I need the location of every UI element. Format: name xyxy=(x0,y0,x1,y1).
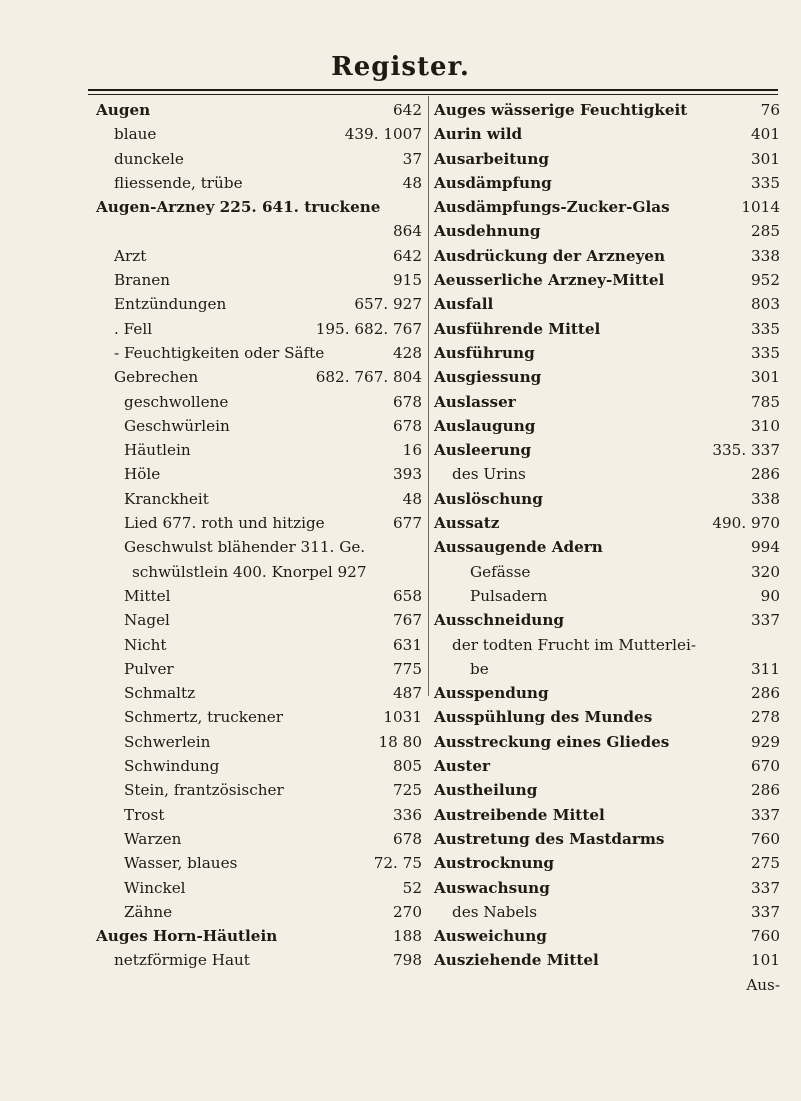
entry-term: Augen xyxy=(96,101,151,119)
entry-term: - Feuchtigkeiten oder Säfte xyxy=(114,343,325,362)
entry-term: Austheilung xyxy=(434,781,538,800)
index-entry xyxy=(434,827,780,851)
entry-term: Auslöschung xyxy=(434,489,543,508)
entry-term: Wasser, blaues xyxy=(124,854,238,873)
entry-term: netzförmige Haut xyxy=(114,951,250,970)
entry-pages: 760 xyxy=(751,829,780,848)
entry-pages: 301 xyxy=(751,149,780,168)
index-entry xyxy=(96,390,422,414)
index-entry xyxy=(96,608,422,632)
entry-term: blaue xyxy=(114,125,157,144)
header-rule xyxy=(88,89,778,91)
entry-pages: 310 xyxy=(751,416,780,435)
index-entry xyxy=(434,633,780,657)
entry-pages: 195. 682. 767 xyxy=(315,319,422,338)
index-entry xyxy=(434,851,780,875)
entry-pages: 393 xyxy=(393,465,422,484)
entry-pages: 682. 767. 804 xyxy=(315,368,422,387)
entry-term: Aussaugende Adern xyxy=(434,538,603,557)
index-entry xyxy=(96,98,422,122)
right-column xyxy=(434,98,780,997)
entry-pages: 335. 337 xyxy=(712,441,780,460)
index-entry xyxy=(434,122,780,146)
entry-pages: 286 xyxy=(751,684,780,703)
entry-term: Auswachsung xyxy=(434,878,550,897)
entry-pages: 439. 1007 xyxy=(344,125,422,144)
entry-pages: 337 xyxy=(751,611,780,630)
entry-pages: 658 xyxy=(393,586,422,605)
entry-pages: 915 xyxy=(393,271,422,290)
entry-term: Ausgiessung xyxy=(434,368,542,387)
entry-pages: 76 xyxy=(760,101,780,119)
entry-pages: 864 xyxy=(393,222,422,241)
entry-pages: 785 xyxy=(751,392,780,411)
entry-pages: 337 xyxy=(751,878,780,897)
index-entry xyxy=(96,876,422,900)
index-entry xyxy=(96,365,422,389)
entry-term: Ausspühlung des Mundes xyxy=(434,708,653,727)
entry-term: Auges wässerige Feuchtigkeit xyxy=(434,101,688,119)
index-entry xyxy=(96,268,422,292)
index-entry xyxy=(96,535,422,559)
entry-pages: 301 xyxy=(751,368,780,387)
entry-term: Warzen xyxy=(124,829,182,848)
entry-pages: 338 xyxy=(751,246,780,265)
entry-pages: 670 xyxy=(751,757,780,776)
index-entry xyxy=(96,681,422,705)
index-entry xyxy=(434,244,780,268)
entry-term: Trost xyxy=(124,805,165,824)
entry-term: Aurin wild xyxy=(434,125,523,144)
entry-term: Branen xyxy=(114,271,171,290)
index-entry xyxy=(434,900,780,924)
index-entry xyxy=(434,681,780,705)
entry-term: be xyxy=(470,659,489,678)
index-entry xyxy=(96,414,422,438)
entry-term: Ausführende Mittel xyxy=(434,319,601,338)
entry-pages: 725 xyxy=(393,781,422,800)
entry-pages: 286 xyxy=(751,781,780,800)
index-entry xyxy=(434,535,780,559)
index-entry xyxy=(434,195,780,219)
index-entry xyxy=(434,438,780,462)
index-entry xyxy=(434,414,780,438)
entry-pages: 805 xyxy=(393,757,422,776)
column-separator xyxy=(428,96,429,696)
entry-pages: 101 xyxy=(751,951,780,970)
entry-term: der todten Frucht im Mutterlei- xyxy=(452,635,696,654)
index-entry xyxy=(96,754,422,778)
index-entry xyxy=(96,292,422,316)
entry-term: Ausstreckung eines Gliedes xyxy=(434,732,670,751)
entry-term: Geschwürlein xyxy=(124,416,230,435)
index-entry xyxy=(96,584,422,608)
entry-term: Auslasser xyxy=(434,392,516,411)
index-entry xyxy=(96,900,422,924)
entry-term: des Nabels xyxy=(452,902,538,921)
entry-term: Arzt xyxy=(114,246,147,265)
entry-pages: 952 xyxy=(751,271,780,290)
page-title: Register. xyxy=(331,52,470,82)
entry-term: Nicht xyxy=(124,635,167,654)
entry-pages: 677 xyxy=(393,514,422,533)
index-entry xyxy=(96,924,422,948)
entry-pages: 678 xyxy=(393,829,422,848)
entry-term: Lied 677. roth und hitzige xyxy=(124,514,325,533)
entry-term: fliessende, trübe xyxy=(114,173,243,192)
entry-term: Auslaugung xyxy=(434,416,536,435)
entry-pages: 642 xyxy=(393,101,422,119)
index-entry xyxy=(434,487,780,511)
entry-pages: 798 xyxy=(393,951,422,970)
index-entry xyxy=(434,876,780,900)
index-entry xyxy=(434,219,780,243)
entry-term: Entzündungen xyxy=(114,295,227,314)
entry-term: Ausarbeitung xyxy=(434,149,549,168)
entry-pages: 678 xyxy=(393,416,422,435)
entry-pages: 336 xyxy=(393,805,422,824)
index-entry xyxy=(434,171,780,195)
entry-pages: 270 xyxy=(393,902,422,921)
entry-pages: 631 xyxy=(393,635,422,654)
entry-term: Stein, frantzösischer xyxy=(124,781,284,800)
entry-term: schwülstlein 400. Knorpel 927 xyxy=(132,562,367,581)
entry-pages: 18 80 xyxy=(378,732,422,751)
entry-term: Gefässe xyxy=(470,562,531,581)
entry-pages: 1031 xyxy=(383,708,422,727)
entry-term: Ausleerung xyxy=(434,441,532,460)
index-entry xyxy=(434,778,780,802)
entry-pages: 1014 xyxy=(741,198,780,217)
entry-term: Ausdämpfung xyxy=(434,173,552,192)
entry-pages: 994 xyxy=(751,538,780,557)
entry-pages: Aus- xyxy=(746,975,780,994)
entry-pages: 657. 927 xyxy=(354,295,422,314)
entry-term: Ausschneidung xyxy=(434,611,565,630)
entry-pages: 278 xyxy=(751,708,780,727)
index-entry xyxy=(96,560,422,584)
index-entry xyxy=(96,487,422,511)
entry-pages: 767 xyxy=(393,611,422,630)
entry-term: Austrocknung xyxy=(434,854,555,873)
entry-pages: 48 xyxy=(402,489,422,508)
entry-pages: 337 xyxy=(751,902,780,921)
index-entry xyxy=(434,973,780,997)
entry-pages: 52 xyxy=(402,878,422,897)
index-entry xyxy=(96,171,422,195)
entry-pages: 642 xyxy=(393,246,422,265)
index-entry xyxy=(434,608,780,632)
entry-term: Pulver xyxy=(124,659,174,678)
index-entry xyxy=(96,803,422,827)
entry-term: Kranckheit xyxy=(124,489,209,508)
entry-pages: 775 xyxy=(393,659,422,678)
index-entry xyxy=(434,754,780,778)
index-entry xyxy=(434,317,780,341)
entry-term: Ausspendung xyxy=(434,684,549,703)
entry-term: geschwollene xyxy=(124,392,229,411)
entry-pages: 311 xyxy=(751,659,780,678)
entry-pages: 760 xyxy=(751,927,780,946)
entry-term: des Urins xyxy=(452,465,526,484)
index-entry xyxy=(96,827,422,851)
index-entry xyxy=(96,462,422,486)
entry-term: . Fell xyxy=(114,319,153,338)
entry-term: Ausdrückung der Arzneyen xyxy=(434,246,666,265)
entry-term: Winckel xyxy=(124,878,186,897)
index-entry xyxy=(96,705,422,729)
index-entry xyxy=(96,147,422,171)
index-entry xyxy=(434,341,780,365)
entry-term: Aussatz xyxy=(434,514,500,533)
index-entry xyxy=(96,511,422,535)
index-entry xyxy=(96,948,422,972)
entry-term: dunckele xyxy=(114,149,184,168)
entry-pages: 37 xyxy=(402,149,422,168)
entry-term: Pulsadern xyxy=(470,586,548,605)
entry-pages: 401 xyxy=(751,125,780,144)
entry-term: Ausfall xyxy=(434,295,494,314)
index-entry xyxy=(434,268,780,292)
header-rule-thin xyxy=(88,94,778,95)
entry-term: Schwerlein xyxy=(124,732,211,751)
entry-term: Ausdehnung xyxy=(434,222,541,241)
entry-term: Ausziehende Mittel xyxy=(434,951,599,970)
index-entry xyxy=(434,511,780,535)
entry-pages: 335 xyxy=(751,173,780,192)
index-entry xyxy=(96,122,422,146)
entry-term: Zähne xyxy=(124,902,173,921)
index-entry xyxy=(96,778,422,802)
index-entry xyxy=(434,98,780,122)
index-entry xyxy=(434,147,780,171)
index-entry xyxy=(96,317,422,341)
page-header xyxy=(0,52,801,82)
entry-pages: 929 xyxy=(751,732,780,751)
index-entry xyxy=(434,292,780,316)
entry-pages: 335 xyxy=(751,343,780,362)
index-entry xyxy=(96,657,422,681)
entry-pages: 16 xyxy=(402,441,422,460)
entry-pages: 338 xyxy=(751,489,780,508)
entry-pages: 803 xyxy=(751,295,780,314)
entry-term: Ausweichung xyxy=(434,927,547,946)
index-entry xyxy=(434,705,780,729)
entry-term: Austreibende Mittel xyxy=(434,805,605,824)
entry-pages: 335 xyxy=(751,319,780,338)
entry-term: Aeusserliche Arzney-Mittel xyxy=(434,271,665,290)
entry-term: Schmertz, truckener xyxy=(124,708,283,727)
entry-term: Auster xyxy=(434,757,491,776)
entry-pages: 188 xyxy=(393,927,422,946)
index-entry xyxy=(434,730,780,754)
entry-term: Gebrechen xyxy=(114,368,199,387)
index-entry xyxy=(434,803,780,827)
index-entry xyxy=(434,390,780,414)
entry-pages: 286 xyxy=(751,465,780,484)
index-entry xyxy=(96,195,422,219)
left-column xyxy=(96,98,422,973)
entry-pages: 275 xyxy=(751,854,780,873)
index-entry xyxy=(96,730,422,754)
entry-term: Schmaltz xyxy=(124,684,196,703)
entry-term: Geschwulst blähender 311. Ge. xyxy=(124,538,366,557)
index-entry xyxy=(96,341,422,365)
entry-term: Ausführung xyxy=(434,343,535,362)
index-entry xyxy=(434,365,780,389)
index-entry xyxy=(96,219,422,243)
entry-term: Augen-Arzney 225. 641. truckene xyxy=(96,198,381,217)
entry-pages: 678 xyxy=(393,392,422,411)
entry-term: Mittel xyxy=(124,586,171,605)
index-entry xyxy=(434,924,780,948)
entry-pages: 90 xyxy=(760,586,780,605)
entry-term: Schwindung xyxy=(124,757,220,776)
entry-pages: 48 xyxy=(402,173,422,192)
entry-term: Ausdämpfungs-Zucker-Glas xyxy=(434,198,670,217)
index-entry xyxy=(434,584,780,608)
index-entry xyxy=(96,438,422,462)
index-entry xyxy=(434,560,780,584)
entry-term: Austretung des Mastdarms xyxy=(434,829,665,848)
entry-term: Nagel xyxy=(124,611,170,630)
entry-pages: 320 xyxy=(751,562,780,581)
index-entry xyxy=(434,948,780,972)
entry-pages: 490. 970 xyxy=(712,514,780,533)
entry-pages: 285 xyxy=(751,222,780,241)
entry-term: Höle xyxy=(124,465,161,484)
entry-pages: 72. 75 xyxy=(373,854,422,873)
index-entry xyxy=(96,851,422,875)
entry-term: Häutlein xyxy=(124,441,191,460)
index-entry xyxy=(434,462,780,486)
entry-pages: 428 xyxy=(393,343,422,362)
entry-pages: 487 xyxy=(393,684,422,703)
index-entry xyxy=(96,244,422,268)
entry-term: Auges Horn-Häutlein xyxy=(96,927,278,946)
index-entry xyxy=(96,633,422,657)
entry-pages: 337 xyxy=(751,805,780,824)
index-entry xyxy=(434,657,780,681)
